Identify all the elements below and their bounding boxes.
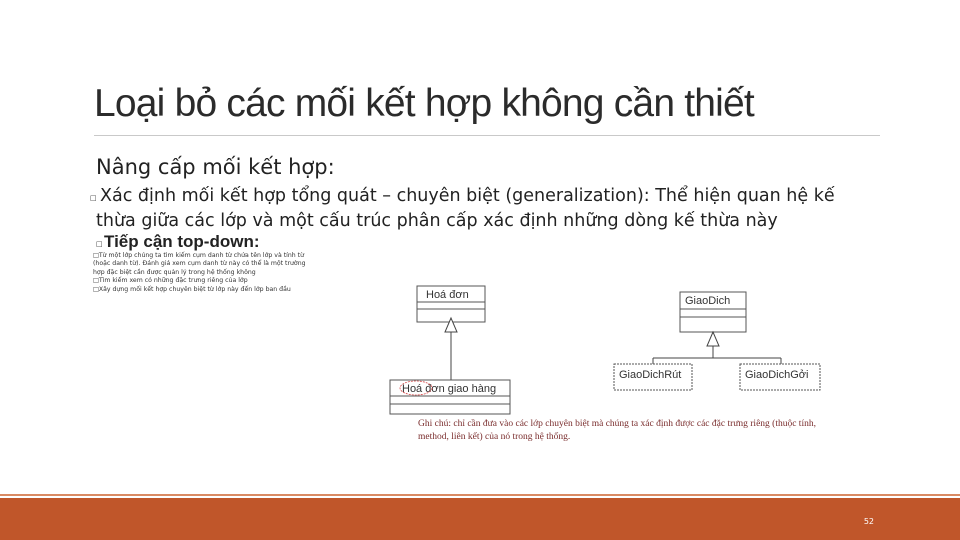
class-diagram: [380, 278, 860, 418]
page-number: 52: [863, 517, 874, 526]
slide-title: Loại bỏ các mối kết hợp không cần thiết: [94, 82, 754, 125]
footer-accent-line: [0, 494, 960, 496]
class-hoa-don-giao-hang: [390, 380, 510, 414]
top-down-heading: Tiếp cận top-down:: [104, 232, 260, 251]
generalization-arrowhead-2: [707, 332, 719, 346]
notes-list: [93, 252, 313, 294]
footer-bar: [0, 498, 960, 540]
diagram-caption: Ghi chú: chỉ cần đưa vào các lớp chuyên biệt mà chúng ta xác định được các đặc trưng riêng (thuộc tính, method, liên kết) của nó trong hệ thống.: [418, 419, 816, 442]
generalization-paragraph: [96, 184, 866, 234]
note-item: □Tìm kiếm xem có những đặc trưng riêng của lớp: [93, 277, 248, 285]
class-hoa-don-label: Hoá đơn: [426, 289, 469, 301]
note-item: □Xây dựng mối kết hợp chuyên biệt từ lớp này đến lớp ban đầu: [93, 285, 291, 293]
class-hoa-don-giao-hang-label: Hoá đơn giao hàng: [402, 383, 497, 395]
class-giao-dich-goi-label: GiaoDichGởi: [745, 369, 809, 381]
class-giao-dich-label: GiaoDich: [685, 295, 731, 307]
class-giao-dich: [680, 292, 746, 332]
class-giao-dich-rut: [614, 364, 692, 390]
section-heading: Nâng cấp mối kết hợp:: [96, 155, 335, 179]
class-giao-dich-goi: [740, 364, 820, 390]
bullet-icon: □: [90, 194, 97, 202]
title-divider: [94, 135, 880, 136]
class-giao-dich-rut-label: GiaoDichRút: [619, 369, 682, 381]
bullet-icon-2: □: [96, 240, 103, 248]
note-item: □Từ một lớp chúng ta tìm kiếm cụm danh từ chứa tên lớp và tính từ (hoặc danh từ). Đánh giá xem cụm danh từ này có thể là một trường hợp đặc biệt cần được quản lý trong hệ thống không: [93, 252, 306, 276]
class-hoa-don: [417, 286, 485, 322]
paragraph-text: Xác định mối kết hợp tổng quát – chuyên biệt (generalization): Thể hiện quan hệ kế thừa giữa các lớp và một cấu trúc phân cấp xác định những dòng kế thừa này: [96, 186, 835, 231]
